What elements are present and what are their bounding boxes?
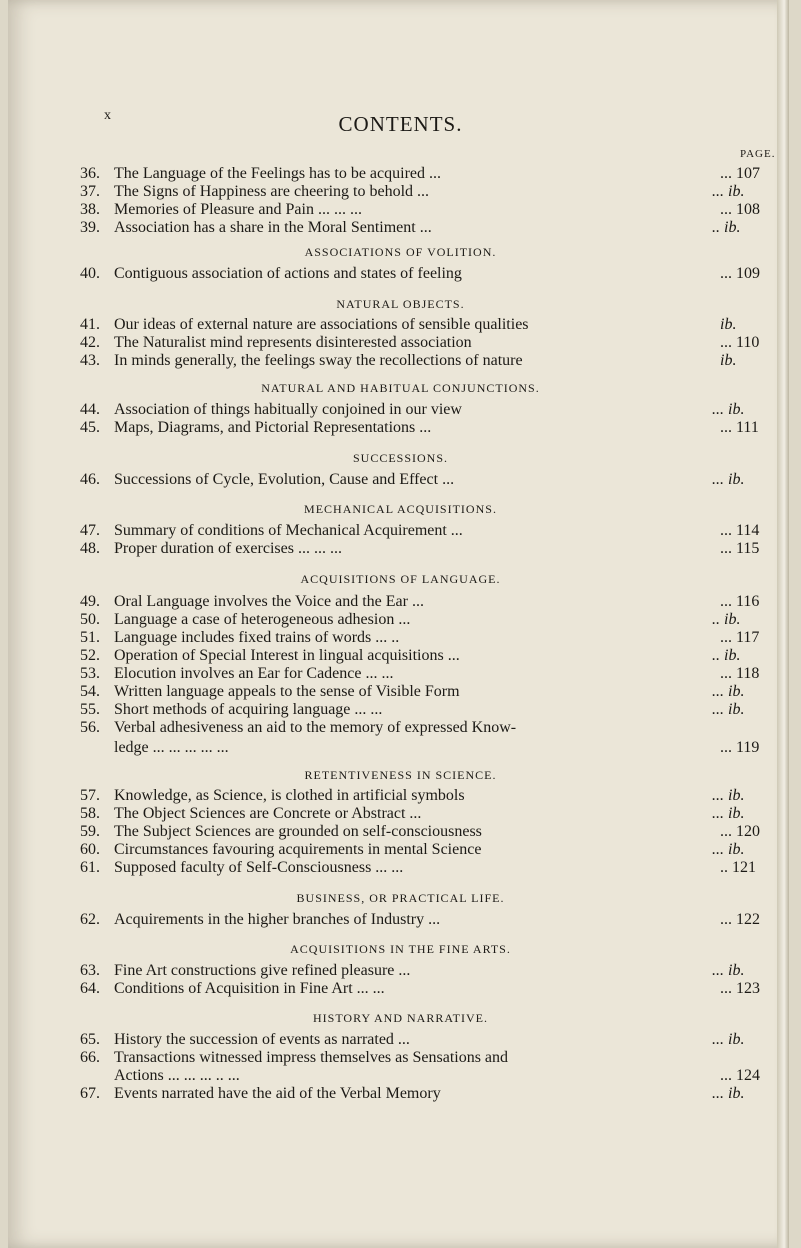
page-number: x xyxy=(104,108,111,123)
entry-title: The Signs of Happiness are cheering to behold ... xyxy=(114,183,430,200)
entry-number: 39. xyxy=(80,219,100,236)
entry-title: Short methods of acquiring language ... ... xyxy=(114,701,383,718)
entry-title: Acquirements in the higher branches of Industry ... xyxy=(114,911,441,928)
entry-number: 48. xyxy=(80,540,100,557)
entry-number: 53. xyxy=(80,665,100,682)
entry-title: Supposed faculty of Self-Consciousness ... ... xyxy=(114,859,404,876)
entry-title: The Subject Sciences are grounded on self-consciousness xyxy=(114,823,482,840)
entry-title: Contiguous association of actions and states of feeling xyxy=(114,265,462,282)
entry-title: History the succession of events as narrated ... xyxy=(114,1031,410,1048)
entry-title: ledge ... ... ... ... ... xyxy=(114,739,229,756)
entry-page: .. ib. xyxy=(712,219,741,236)
entry-title: Transactions witnessed impress themselves as Sensations and xyxy=(114,1049,509,1066)
entry-title: Association has a share in the Moral Sentiment ... xyxy=(114,219,432,236)
entry-page: ... 122 xyxy=(720,911,760,928)
entry-number: 44. xyxy=(80,401,100,418)
entry-title: Elocution involves an Ear for Cadence ... ... xyxy=(114,665,394,682)
entry-page: ... 118 xyxy=(720,665,760,682)
entry-number: 64. xyxy=(80,980,100,997)
section-heading: ACQUISITIONS IN THE FINE ARTS. xyxy=(290,942,511,956)
entry-page: .. ib. xyxy=(712,611,741,628)
page-column-label: PAGE. xyxy=(740,148,776,160)
entry-page: ... ib. xyxy=(712,962,745,979)
section-heading: BUSINESS, OR PRACTICAL LIFE. xyxy=(296,891,505,905)
entry-page: .. ib. xyxy=(712,647,741,664)
section-heading: SUCCESSIONS. xyxy=(352,451,449,465)
entry-number: 61. xyxy=(80,859,100,876)
entry-page: ... 123 xyxy=(720,980,760,997)
section-heading: HISTORY AND NARRATIVE. xyxy=(312,1011,488,1025)
entry-number: 45. xyxy=(80,419,100,436)
entry-title: Maps, Diagrams, and Pictorial Representations ... xyxy=(114,419,432,436)
entry-title: Actions ... ... ... .. ... xyxy=(114,1067,240,1084)
entry-page: ... 108 xyxy=(720,201,760,218)
entry-title: Summary of conditions of Mechanical Acquirement ... xyxy=(114,522,463,539)
entry-title: Conditions of Acquisition in Fine Art ... ... xyxy=(114,980,385,997)
entry-title: The Language of the Feelings has to be acquired ... xyxy=(114,165,441,182)
entry-number: 49. xyxy=(80,593,100,610)
entry-page: ... ib. xyxy=(712,1031,745,1048)
entry-title: Written language appeals to the sense of Visible Form xyxy=(114,683,460,700)
entry-number: 38. xyxy=(80,201,100,218)
entry-number: 47. xyxy=(80,522,100,539)
entry-number: 56. xyxy=(80,719,100,736)
entry-number: 52. xyxy=(80,647,100,664)
entry-title: Language a case of heterogeneous adhesion ... xyxy=(114,611,411,628)
entry-page: ... 110 xyxy=(720,334,760,351)
entry-title: Fine Art constructions give refined pleasure ... xyxy=(114,962,411,979)
entry-page: ... 115 xyxy=(720,540,760,557)
entry-title: Association of things habitually conjoined in our view xyxy=(114,401,462,418)
entry-number: 62. xyxy=(80,911,100,928)
entry-number: 67. xyxy=(80,1085,100,1102)
entry-title: Language includes fixed trains of words ... .. xyxy=(114,629,400,646)
entry-page: ... ib. xyxy=(712,805,745,822)
entry-number: 46. xyxy=(80,471,100,488)
entry-page: ... ib. xyxy=(712,701,745,718)
entry-page: ... 111 xyxy=(720,419,759,436)
entry-page: ... 107 xyxy=(720,165,760,182)
entry-page: ... ib. xyxy=(712,841,745,858)
entry-number: 58. xyxy=(80,805,100,822)
entry-number: 43. xyxy=(80,352,100,369)
section-heading: RETENTIVENESS IN SCIENCE. xyxy=(304,768,497,782)
entry-title: Circumstances favouring acquirements in mental Science xyxy=(114,841,482,858)
entry-page: ... 120 xyxy=(720,823,760,840)
entry-title: Operation of Special Interest in lingual acquisitions ... xyxy=(114,647,460,664)
entry-page: ib. xyxy=(720,316,737,333)
entry-page: ... ib. xyxy=(712,471,745,488)
section-heading: MECHANICAL ACQUISITIONS. xyxy=(304,502,497,516)
entry-page: ... ib. xyxy=(712,787,745,804)
section-heading: ASSOCIATIONS OF VOLITION. xyxy=(304,245,497,259)
entry-number: 37. xyxy=(80,183,100,200)
entry-page: ... 124 xyxy=(720,1067,760,1084)
entry-number: 59. xyxy=(80,823,100,840)
entry-page: ... ib. xyxy=(712,401,745,418)
section-heading: NATURAL AND HABITUAL CONJUNCTIONS. xyxy=(261,381,540,395)
entry-number: 65. xyxy=(80,1031,100,1048)
entry-number: 60. xyxy=(80,841,100,858)
entry-page: ... ib. xyxy=(712,1085,745,1102)
entry-page: ... ib. xyxy=(712,183,745,200)
entry-number: 66. xyxy=(80,1049,100,1066)
entry-number: 57. xyxy=(80,787,100,804)
entry-number: 54. xyxy=(80,683,100,700)
entry-title: Verbal adhesiveness an aid to the memory of expressed Know- xyxy=(114,719,517,736)
entry-title: Events narrated have the aid of the Verbal Memory xyxy=(114,1085,441,1102)
page-title: CONTENTS. xyxy=(338,112,463,136)
entry-number: 36. xyxy=(80,165,100,182)
section-heading: NATURAL OBJECTS. xyxy=(336,297,465,311)
entry-title: Oral Language involves the Voice and the Ear ... xyxy=(114,593,424,610)
entry-number: 55. xyxy=(80,701,100,718)
entry-page: ... 116 xyxy=(720,593,760,610)
entry-title: In minds generally, the feelings sway the recollections of nature xyxy=(114,352,523,369)
entry-number: 50. xyxy=(80,611,100,628)
entry-title: Memories of Pleasure and Pain ... ... ... xyxy=(114,201,362,218)
entry-title: Proper duration of exercises ... ... ... xyxy=(114,540,342,557)
entry-number: 40. xyxy=(80,265,100,282)
section-heading: ACQUISITIONS OF LANGUAGE. xyxy=(300,572,501,586)
entry-title: Knowledge, as Science, is clothed in artificial symbols xyxy=(114,787,465,804)
entry-page: ... ib. xyxy=(712,683,745,700)
entry-number: 63. xyxy=(80,962,100,979)
entry-page: ... 117 xyxy=(720,629,760,646)
entry-page: ib. xyxy=(720,352,737,369)
entry-number: 42. xyxy=(80,334,100,351)
entry-title: The Object Sciences are Concrete or Abstract ... xyxy=(114,805,422,822)
entry-number: 51. xyxy=(80,629,100,646)
entry-page: ... 119 xyxy=(720,739,760,756)
entry-title: Successions of Cycle, Evolution, Cause and Effect ... xyxy=(114,471,455,488)
entry-page: ... 109 xyxy=(720,265,760,282)
entry-page: .. 121 xyxy=(720,859,756,876)
entry-title: Our ideas of external nature are associations of sensible qualities xyxy=(114,316,529,333)
entry-title: The Naturalist mind represents disinterested association xyxy=(114,334,472,351)
entry-number: 41. xyxy=(80,316,100,333)
entry-page: ... 114 xyxy=(720,522,760,539)
